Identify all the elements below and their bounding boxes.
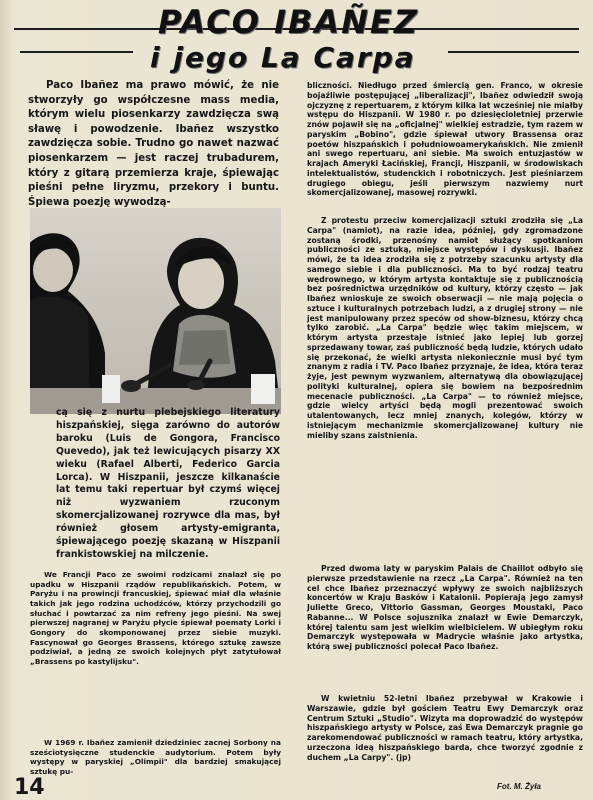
left-column-paragraph-4: W 1969 r. Ibañez zamienił dziedziniec zacnej Sorbony na sześciotysięczne studenckie audytorium. Potem były występy w paryskiej „Olimpii" dla bardziej smakującej sztukę pu-	[30, 738, 281, 776]
title-rule-mid-right	[448, 51, 579, 53]
right-column-paragraph-1: bliczności. Niedługo przed śmiercią gen. Franco, w okresie bojaźliwie postępującej „liberalizacji", Ibañez odwiedził swoją ojczyznę z repertuarem, z którym kilka lat wcześniej nie miałby wstępu do Hiszpanii. W 1980 r. po dziesięcioletniej przerwie znów pojawił się na „oficjalnej" wielkiej estradzie, tym razem w paryskim „Bobino", gdzie śpiewał utwory Brassensa oraz poetów hiszpańskich i południowoamerykańskich. Nie zmienił ani swego repertuaru, ani siebie. Ma swoich entuzjastów w krajach Ameryki Łacińskiej, Francji, Hiszpanii, w środowiskach intelektualistów, studenckich i robotniczych. Jest pieśniarzem drugiego obiegu, jeśli pierwszym nazwiemy nurt skomercjalizowanej, masowej rozrywki.	[307, 81, 583, 198]
headline-line-1: PACO IBAÑEZ	[158, 3, 420, 41]
photo	[30, 208, 281, 414]
right-column-paragraph-4: W kwietniu 52-letni Ibañez przebywał w Krakowie i Warszawie, gdzie był gościem Teatru Ewy Demarczyk oraz Centrum Sztuki „Studio". Wizyta ma doprowadzić do występów hiszpańskiego artysty w Polsce, zaś Ewa Demarczyk pragnie go zarekomendować publiczności w ramach teatru, który artystka, urzeczona ideą hiszpańskiego barda, chce tworzyć zgodnie z duchem „La Carpy". (jp)	[307, 694, 583, 762]
right-column-paragraph-3: Przed dwoma laty w paryskim Palais de Chaillot odbyło się pierwsze przedstawienie na rzecz „La Carpa". Również na ten cel chce Ibañez przeznaczyć wpływy ze swoich najbliższych koncertów w Kraju Basków i Katalonii. Popierają jego zamysł Juliette Greco, Vittorio Gassman, Georges Moustaki, Paco Rabanne... W Polsce sojusznika znalazł w Ewie Demarczyk, której talentu sam jest wielkim wielbicielem. W ubiegłym roku Demarczyk występowała w Madrycie właśnie jako artystka, którą swej publiczności polecał Paco Ibañez.	[307, 564, 583, 651]
left-column-paragraph-2: cą się z nurtu plebejskiego literatury hiszpańskiej, sięga zarówno do autorów baroku (Luis de Gongora, Francisco Quevedo), jak też lewicujących pisarzy XX wieku (Rafael Alberti, Federico Garcia Lorca). W Hiszpanii, jeszcze kilkanaście lat temu taki repertuar był czymś więcej niż wyzwaniem rzuconym skomercjalizowanej rozrywce dla mas, był również głosem artysty-emigranta, śpiewającego poezję skazaną w Hiszpanii frankistowskiej na milczenie.	[56, 407, 280, 560]
left-column-paragraph-3: We Francji Paco ze swoimi rodzicami znalazł się po upadku w Hiszpanii rządów republikańskich. Potem, w Paryżu i na prowincji francuskiej, śpiewać miał dla właśnie takich jak jego rodzina uchodźców, którzy przychodzili go słuchać i powtarzać za nim refreny jego pieśni. Na swej pierwszej nagranej w Paryżu płycie śpiewał poematy Lorki i Gongory do skomponowanej przez siebie muzyki. Fascynował go Georges Brassens, którego sztukę zawsze podziwiał, a jedną ze swoich kolejnych płyt zatytułował „Brassens po kastylijsku".	[30, 570, 281, 666]
intro-paragraph: Paco Ibañez ma prawo mówić, że nie stworzyły go współczesne mass media, którym wielu piosenkarzy zawdzięcza swą sławę i powodzenie. Ibañez wszystko zawdzięcza sobie. Trudno go nawet nazwać piosenkarzem — jest raczej trubadurem, który z gitarą przemierza kraje, śpiewając pieśni pełne liryzmu, przekory i buntu. Śpiewa poezję wywodzą-	[28, 80, 279, 208]
right-column-paragraph-2: Z protestu przeciw komercjalizacji sztuki zrodziła się „La Carpa" (namiot), na razie idea, później, gdy zgromadzone zostaną środki, przenośny namiot służący spotkaniom publiczności ze sztuką, miejsce występów i dyskusji. Ibañez mówi, że ta idea zrodziła się z potrzeby szacunku artysty dla samego siebie i dla publiczności. Ma to być rodzaj teatru wędrownego, w którym artysta kontaktuje się z publicznością bez pośrednictwa urzędników od kultury, którzy często — jak Ibañez wnioskuje ze swoich obserwacji — nie mają pojęcia o sztuce i kulturalnych potrzebach ludzi, a z drugiej strony — nie jest manipulowany przez speców od show-biznesu, którzy chcą tylko zarobić. „La Carpa" będzie więc takim miejscem, w którym artysta przestaje istnieć jako lepiej lub gorzej sprzedawany towar, zaś publiczność będą ludzie, których udało się przekonać, że wielki artysta niekoniecznie musi być tym znanym z radia i TV. Paco Ibañez przyznaje, że idea, która teraz żyje, jest pewnym wyzwaniem, alternatywą dla obowiązującej polityki kulturalnej, opiera się bowiem na bezpośrednim mecenacie publiczności. „La Carpa" — to również miejsce, gdzie wielcy artyści będą mogli prezentować swoich utalentowanych, lecz mniej znanych, kolegów, którzy w istniejącym mechanizmie skomercjalizowanej kultury nie mieliby szans zaistnienia.	[307, 216, 583, 440]
headline-line-2: i jego La Carpa	[150, 41, 416, 74]
photo-illustration	[30, 208, 281, 414]
title-rule-mid	[20, 51, 133, 53]
page-number: 14	[14, 775, 45, 800]
photo-credit: Fot. M. Żyła	[497, 782, 541, 791]
